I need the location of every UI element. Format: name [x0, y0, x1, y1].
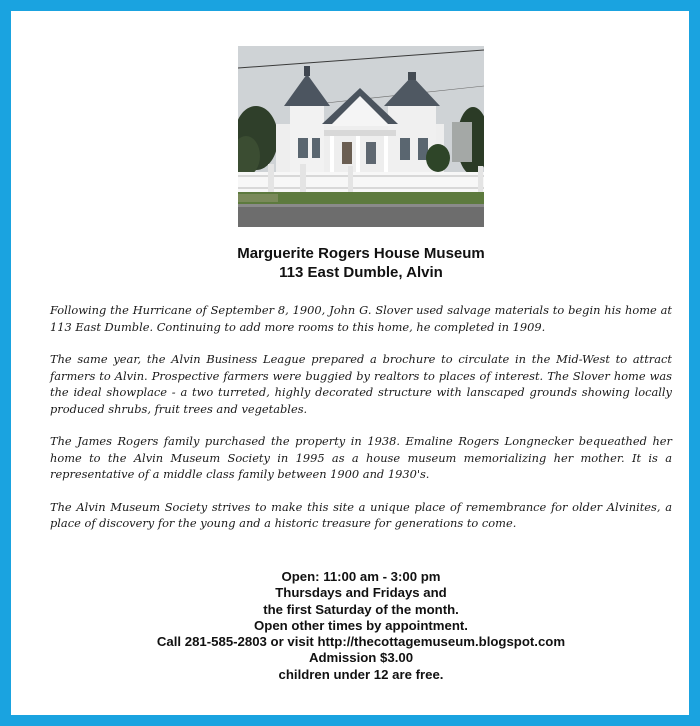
museum-title [11, 244, 700, 282]
museum-name: Marguerite Rogers House Museum [237, 245, 485, 262]
paragraph-hurricane: Following the Hurricane of September 8, 1900, John G. Slover used salvage materials to begin his home at 113 East Dumble. Continuing to add more rooms to this home, he completed in 1909. [50, 303, 672, 334]
paragraph-rogers-family: The James Rogers family purchased the property in 1938. Emaline Rogers Longnecker bequeathed her home to the Alvin Museum Society in 1995 as a house museum memorializing her mother. It is a representative of a middle class family between 1900 and 1930's. [50, 434, 672, 481]
saturday-line: the first Saturday of the month. [263, 601, 459, 617]
house-illustration [238, 46, 484, 227]
hours-line: Open: 11:00 am - 3:00 pm [281, 569, 441, 584]
admission-line: Admission $3.00 [308, 650, 414, 666]
children-line: children under 12 are free. [278, 666, 444, 682]
contact-line: Call 281-585-2803 or visit http://thecottagemuseum.blogspot.com [156, 634, 566, 650]
appointment-line: Open other times by appointment. [254, 617, 468, 633]
paragraph-mission: The Alvin Museum Society strives to make this site a unique place of remembrance for older Alvinites, a place of discovery for the young and a historic treasure for generations to come. [50, 499, 672, 530]
house-photo [238, 46, 484, 227]
visitor-info [11, 569, 700, 683]
history-text [50, 302, 672, 548]
paragraph-business-league: The same year, the Alvin Business League prepared a brochure to circulate in the Mid-West to attract farmers to Alvin. Prospective farmers were buggied by realtors to places of interest. The Slover home was the ideal showplace - a two turreted, highly decorated structure with lanscaped grounds showing locally produced shrubs, fruit trees and vegetables. [50, 352, 672, 416]
days-line: Thursdays and Fridays and [275, 585, 447, 601]
museum-address: 113 East Dumble, Alvin [279, 264, 443, 281]
